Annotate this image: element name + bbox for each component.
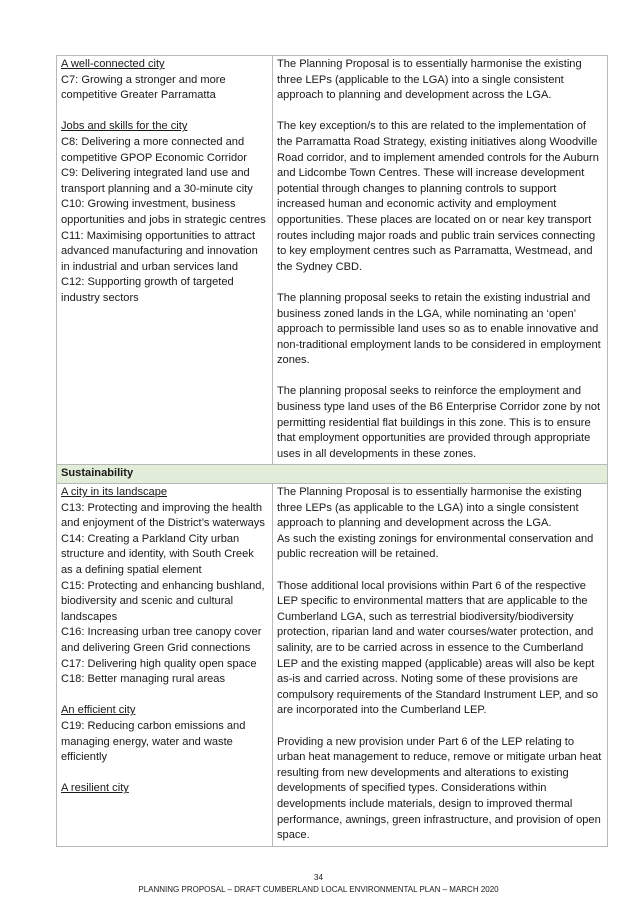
paragraph-gap [277,719,603,735]
paragraph-gap [277,563,603,579]
section-heading-row [57,465,608,484]
paragraph-gap [61,688,268,704]
paragraph-gap [61,766,268,782]
response-cell [273,484,608,847]
paragraph: Those additional local provisions within Part 6 of the respective LEP specific to environmental matters that are applicable to the Cumberland LGA, such as terrestrial biodiversity/biodiversity protection, riparian land and water courses/water protection, and salinity, are to be carried across in essence to the Cumberland LEP and the existing mapped (applicable) areas will also be kept as-is and carried across. Noting some of these provisions are compulsory requirements of the Standard Instrument LEP, and so are incorporated into the Cumberland LEP. [277,579,599,717]
section-heading: Sustainability [57,465,608,484]
paragraph-gap [277,369,603,385]
objective-item: C9: Delivering integrated land use and transport planning and a 30-minute city [61,167,253,195]
objective-item: C15: Protecting and enhancing bushland, biodiversity and scenic and cultural landscapes [61,579,265,623]
objective-item: C18: Better managing rural areas [61,673,226,686]
paragraph-gap [277,104,603,120]
objective-item: C16: Increasing urban tree canopy cover and delivering Green Grid connections [61,626,262,654]
paragraph: The planning proposal seeks to retain the existing industrial and business zoned lands in the LGA, while nominating an ‘open’ approach to permissible land uses so as to enable innovative and non-traditional employment lands to be considered in employment zones. [277,291,601,367]
subheading: An efficient city [61,704,136,717]
objective-item: C14: Creating a Parkland City urban structure and identity, with South Creek as a defining spatial element [61,532,254,576]
paragraph-gap [61,104,268,120]
table-row [57,56,608,465]
subheading: A well-connected city [61,58,165,70]
planning-table [56,55,608,847]
objective-item: C8: Delivering a more connected and competitive GPOP Economic Corridor [61,135,247,164]
paragraph-gap [277,275,603,291]
subheading: A resilient city [61,782,129,795]
subheading: A city in its landscape [61,486,168,499]
objective-item: C17: Delivering high quality open space [61,657,257,670]
paragraph: The Planning Proposal is to essentially harmonise the existing three LEPs (applicable to the LGA) into a single consistent approach to planning and development across the LGA. [277,58,582,102]
objectives-cell [57,56,273,465]
paragraph: The key exception/s to this are related to the implementation of the Parramatta Road Strategy, existing initiatives along Woodville Road corridor, and to implement amended controls for the Auburn and Lidcombe Town Centres. These will increase development potential through changes to planning controls to support increased human and economic activity and employment opportunities. These places are located on or near key transport routes including major roads and public train services connecting to key employment centres such as Parramatta, Westmead, and the Sydney CBD. [277,120,599,273]
response-cell [273,56,608,465]
page-number: 34 [314,873,323,882]
paragraph: As such the existing zonings for environmental conservation and public recreation will be retained. [277,532,594,561]
paragraph: The Planning Proposal is to essentially harmonise the existing three LEPs (as applicable to the LGA) into a single consistent approach to planning and development across the LGA. [277,486,582,530]
objective-item: C11: Maximising opportunities to attract advanced manufacturing and innovation in industrial and urban services land [61,229,258,273]
table-row [57,484,608,847]
objectives-cell [57,484,273,847]
objective-item: C12: Supporting growth of targeted industry sectors [61,276,234,304]
objective-item: C10: Growing investment, business opportunities and jobs in strategic centres [61,198,266,226]
subheading: Jobs and skills for the city [61,120,188,133]
paragraph: Providing a new provision under Part 6 of the LEP relating to urban heat management to reduce, remove or mitigate urban heat resulting from new developments and alterations to existing developments of specified types. Considerations within developments include materials, design to improved thermal performance, awnings, green infrastructure, and provision of open space. [277,735,602,842]
paragraph: The planning proposal seeks to reinforce the employment and business type land uses of the B6 Enterprise Corridor zone by not permitting residential flat buildings in this zone. This is to ensure that employment opportunities are provided through appropriate uses in all developments in these zones. [277,385,601,460]
objective-item: C13: Protecting and improving the health and enjoyment of the District’s waterways [61,501,265,530]
objective-item: C7: Growing a stronger and more competitive Greater Parramatta [61,73,226,102]
objective-item: C19: Reducing carbon emissions and managing energy, water and waste efficiently [61,719,246,764]
footer-title: PLANNING PROPOSAL – DRAFT CUMBERLAND LOCAL ENVIRONMENTAL PLAN – MARCH 2020 [138,885,499,894]
